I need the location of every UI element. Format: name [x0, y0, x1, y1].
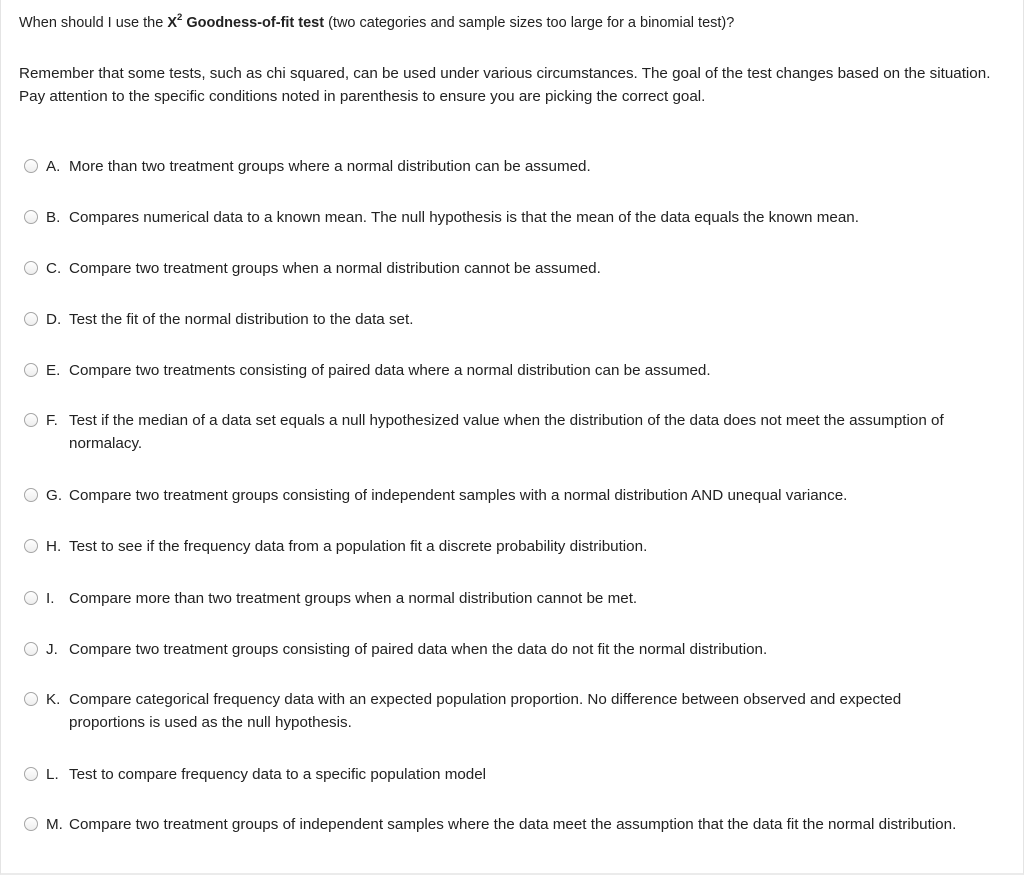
radio-button[interactable]	[24, 591, 38, 605]
option-letter: A.	[46, 158, 61, 175]
option-letter: D.	[46, 311, 62, 328]
option-text: Test if the median of a data set equals a null hypothesized value when the distribution of the data does not meet the assumption of normalacy.	[69, 412, 944, 452]
option-letter: J.	[46, 641, 58, 658]
option-text: Test to see if the frequency data from a population fit a discrete probability distribution.	[69, 538, 648, 555]
question-suffix: (two categories and sample sizes too large for a binomial test)?	[324, 15, 735, 31]
radio-button[interactable]	[24, 159, 38, 173]
option-text: Compare two treatment groups of independent samples where the data meet the assumption that the data fit the normal distribution.	[69, 816, 957, 833]
option-text: Test to compare frequency data to a specific population model	[69, 766, 487, 783]
option-text: Compare two treatment groups consisting of paired data when the data do not fit the normal distribution.	[69, 641, 768, 658]
radio-button[interactable]	[24, 413, 38, 427]
radio-button[interactable]	[24, 261, 38, 275]
radio-button[interactable]	[24, 817, 38, 831]
radio-button[interactable]	[24, 312, 38, 326]
option-letter: C.	[46, 260, 62, 277]
option-text: Compares numerical data to a known mean. The null hypothesis is that the mean of the data equals the known mean.	[69, 209, 859, 226]
radio-button[interactable]	[24, 539, 38, 553]
option-letter: M.	[46, 816, 63, 833]
option-letter: E.	[46, 362, 61, 379]
option-text: Compare two treatment groups when a normal distribution cannot be assumed.	[69, 260, 601, 277]
option-letter: L.	[46, 766, 59, 783]
option-text: Compare two treatments consisting of paired data where a normal distribution can be assumed.	[69, 362, 711, 379]
radio-button[interactable]	[24, 363, 38, 377]
option-letter: B.	[46, 209, 61, 226]
chi-superscript: 2	[177, 12, 183, 24]
question-text	[19, 13, 734, 33]
option-text: Compare two treatment groups consisting of independent samples with a normal distribution AND unequal variance.	[69, 487, 848, 504]
option-letter: G.	[46, 487, 63, 504]
option-text: More than two treatment groups where a normal distribution can be assumed.	[69, 158, 591, 175]
option-letter: H.	[46, 538, 62, 555]
option-text: Test the fit of the normal distribution to the data set.	[69, 311, 414, 328]
option-letter: K.	[46, 691, 61, 708]
question-prefix: When should I use the	[19, 15, 168, 31]
instructions-text: Remember that some tests, such as chi squared, can be used under various circumstances. The goal of the test changes based on the situation. Pay attention to the specific conditions noted in parenthesis to ensure you are picking the correct goal.	[19, 65, 991, 105]
option-text: Compare categorical frequency data with an expected population proportion. No difference between observed and expected proportions is used as the null hypothesis.	[69, 691, 902, 731]
radio-button[interactable]	[24, 767, 38, 781]
radio-button[interactable]	[24, 692, 38, 706]
radio-button[interactable]	[24, 642, 38, 656]
option-text: Compare more than two treatment groups when a normal distribution cannot be met.	[69, 590, 638, 607]
option-letter: I.	[46, 590, 55, 607]
test-name: Goodness-of-fit test	[182, 15, 325, 31]
radio-button[interactable]	[24, 210, 38, 224]
chi-symbol: X	[167, 15, 177, 31]
radio-button[interactable]	[24, 488, 38, 502]
option-letter: F.	[46, 412, 58, 429]
